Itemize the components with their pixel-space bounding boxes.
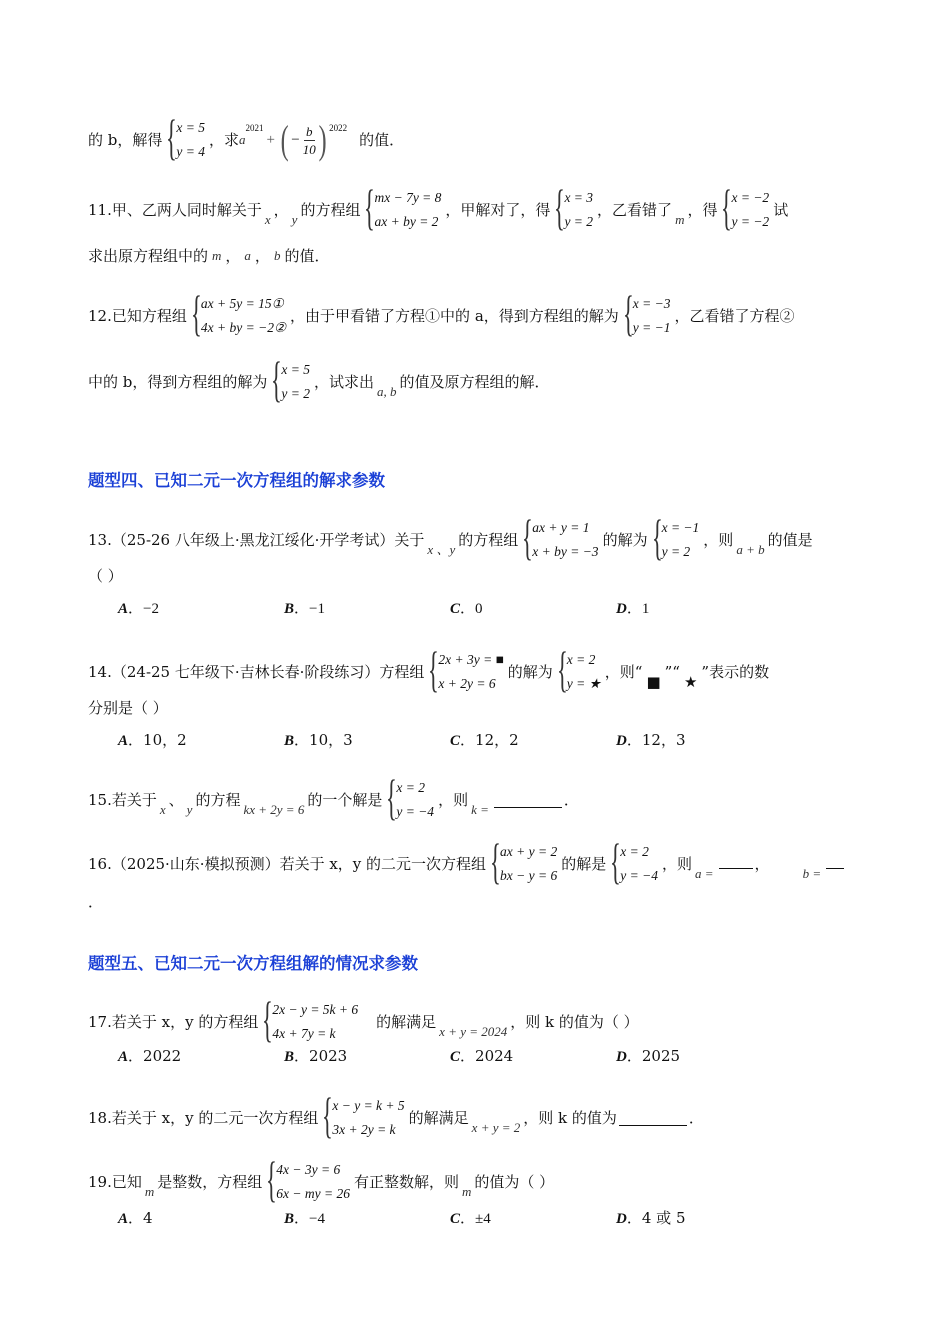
- q18-answer-blank[interactable]: [619, 1111, 687, 1126]
- q11-s3: x = −2: [731, 190, 770, 205]
- q13-opt-d-letter: D: [616, 601, 627, 617]
- q11-sol-a: { x = 3 y = 2: [554, 179, 594, 235]
- q16-end: ．: [88, 893, 104, 911]
- q14-opt-a-value: 10，2: [143, 731, 187, 749]
- q17-text3: ，则 k 的值为（ ）: [510, 1013, 639, 1031]
- q11-sep: ，: [273, 201, 289, 219]
- q14-text3: ”“: [664, 663, 680, 681]
- q11-sol-b: { x = −2 y = −2: [721, 179, 770, 235]
- q13-option-a[interactable]: A．−2: [118, 599, 159, 617]
- q15-text1: 若关于: [111, 791, 157, 809]
- q16-eq2: bx − y = 6: [500, 868, 558, 883]
- q15-text2: 的方程: [195, 791, 241, 809]
- q16-solution: { x = 2 y = −4: [610, 833, 658, 889]
- q10-minus: −: [291, 132, 300, 148]
- q13-opt-a-value: −2: [143, 601, 159, 617]
- q12-line1: [88, 285, 870, 341]
- q15-s2: y = −4: [396, 804, 435, 819]
- q13-option-b[interactable]: B．−1: [284, 599, 325, 617]
- q12-vars: a, b: [377, 384, 397, 399]
- q16-eq1: ax + y = 2: [500, 844, 558, 859]
- q10-fraction: [303, 123, 316, 158]
- q10-solution-system: { x = 5 y = 4: [166, 109, 205, 165]
- q10-sol-x: x = 5: [176, 120, 205, 135]
- q11-comma2: ，: [254, 247, 270, 265]
- q19-opt-d-letter: D: [616, 1211, 627, 1227]
- q14-opt-d-value: 12，3: [641, 731, 686, 749]
- q10-text-mid: ，求: [208, 131, 239, 149]
- q12-system: { ax + 5y = 15① 4x + by = −2②: [190, 285, 287, 341]
- q14-number: 14.: [88, 663, 112, 681]
- q11-s4: y = −2: [731, 214, 770, 229]
- star-icon: ★: [683, 673, 698, 691]
- q11-var-b: b: [273, 248, 281, 263]
- q14-solution: { x = 2 y = ★: [556, 641, 601, 697]
- q12-eq2: 4x + by = −2②: [200, 320, 287, 335]
- q17-eq1: 2x − y = 5k + 6: [272, 1002, 359, 1017]
- q15-solution: { x = 2 y = −4: [386, 769, 435, 825]
- q10-text: 的 b，解得: [88, 131, 163, 149]
- q19-opt-a-value: 4: [143, 1209, 153, 1227]
- q11-var-m2: m: [212, 248, 222, 263]
- section-title-5: 题型五、已知二元一次方程组解的情况求参数: [88, 954, 418, 973]
- q17-number: 17.: [88, 1013, 112, 1031]
- q17-option-d[interactable]: D．2025: [616, 1047, 681, 1065]
- q19-eq2: 6x − my = 26: [276, 1186, 350, 1201]
- q11-text4: ，乙看错了: [597, 201, 673, 219]
- q14-opt-c-value: 12，2: [475, 731, 519, 749]
- q18-eq1: x − y = k + 5: [332, 1098, 405, 1113]
- q11-var-a: a: [244, 248, 251, 263]
- q16-number: 16.: [88, 855, 112, 873]
- q14-line1: [88, 641, 870, 697]
- q13-line1: [88, 509, 870, 565]
- q14-line2-text: 分别是（ ）: [88, 699, 168, 717]
- q11-text: 甲、乙两人同时解关于: [111, 201, 262, 219]
- q12-s1: x = −3: [632, 296, 671, 311]
- q14-opt-a-letter: A: [118, 733, 129, 749]
- q12-text6: 的值及原方程组的解．: [399, 373, 550, 391]
- q18-system: { x − y = k + 5 3x + 2y = k: [322, 1087, 405, 1143]
- q13-opt-c-letter: C: [450, 601, 461, 617]
- q19-opt-b-letter: B: [284, 1211, 295, 1227]
- q11-var-x: x: [264, 212, 271, 227]
- square-icon: ■: [646, 673, 661, 691]
- q11-s2: y = 2: [564, 214, 594, 229]
- q19-opt-b-value: −4: [309, 1211, 325, 1227]
- q12-text4: 中的 b，得到方程组的解为: [88, 373, 268, 391]
- q18-text1: 若关于 x，y 的二元一次方程组: [111, 1109, 319, 1127]
- q15-var-y: y: [186, 802, 193, 817]
- q14-option-d[interactable]: D．12，3: [616, 731, 686, 749]
- q11-eq1: mx − 7y = 8: [374, 190, 442, 205]
- q14-options: [118, 730, 870, 751]
- q19-option-a[interactable]: A．4: [118, 1209, 153, 1227]
- q14-text1: 的解为: [507, 663, 553, 681]
- q11-comma1: ，: [225, 247, 241, 265]
- q13-option-c[interactable]: C．0: [450, 599, 483, 617]
- q13-opt-b-value: −1: [309, 601, 325, 617]
- q13-expr: a + b: [736, 542, 765, 557]
- q17-text2: 的解满足: [376, 1013, 437, 1031]
- q19-eq1: 4x − 3y = 6: [276, 1162, 341, 1177]
- q18-condition: x + y = 2: [471, 1120, 521, 1135]
- q15-s1: x = 2: [396, 780, 425, 795]
- q13-options: [118, 598, 870, 619]
- q10-sol-y: y = 4: [176, 144, 205, 159]
- q15-sep: 、: [168, 791, 184, 809]
- q19-text3: 有正整数解，则: [353, 1173, 459, 1191]
- q16-end-line: [88, 892, 870, 912]
- q18-number: 18.: [88, 1109, 112, 1127]
- q16-line: [88, 833, 870, 889]
- q13-s2: y = 2: [661, 544, 691, 559]
- q17-opt-c-letter: C: [450, 1049, 461, 1065]
- q11-text3: ，甲解对了，得: [445, 201, 551, 219]
- q12-text3: ，乙看错了方程②: [674, 307, 795, 325]
- q16-system: { ax + y = 2 bx − y = 6: [490, 833, 558, 889]
- q17-option-b[interactable]: B．2023: [284, 1047, 348, 1065]
- q12-line2: [88, 351, 870, 407]
- q12-eq1: ax + 5y = 15①: [200, 296, 284, 311]
- q17-opt-c-value: 2024: [475, 1047, 514, 1065]
- q10-frac-den: 10: [302, 141, 316, 157]
- q19-number: 19.: [88, 1173, 112, 1191]
- q14-s2: y = ★: [566, 676, 601, 691]
- q17-opt-d-value: 2025: [641, 1047, 681, 1065]
- q13-option-d[interactable]: D．1: [616, 599, 650, 617]
- q19-option-d[interactable]: D．4 或 5: [616, 1209, 686, 1227]
- q16-s2: y = −4: [620, 868, 658, 883]
- q13-text3: ，则: [703, 531, 734, 549]
- q14-opt-d-letter: D: [616, 733, 627, 749]
- q13-text4: 的值是: [767, 531, 813, 549]
- q19-opt-c-value: ±4: [475, 1211, 491, 1227]
- q12-sol-a: { x = −3 y = −1: [622, 285, 671, 341]
- q11-line1: [88, 179, 870, 235]
- q16-text2: ，则: [662, 855, 693, 873]
- q14-opt-b-letter: B: [284, 733, 295, 749]
- q19-opt-d-value: 4 或 5: [641, 1209, 686, 1227]
- q17-opt-b-letter: B: [284, 1049, 295, 1065]
- q10-base: a: [239, 132, 246, 147]
- q10-frac-num: b: [306, 123, 313, 139]
- q13-opt-b-letter: B: [284, 601, 295, 617]
- q16-answer-blank-b[interactable]: [826, 854, 844, 869]
- q13-source: （25-26 八年级上·黑龙江绥化·开学考试）关于: [111, 531, 425, 549]
- q15-answer-blank[interactable]: [494, 793, 562, 808]
- q19-opt-a-letter: A: [118, 1211, 129, 1227]
- q16-text1: 的解是: [561, 855, 607, 873]
- q13-opt-c-value: 0: [475, 601, 483, 617]
- q15-number: 15.: [88, 791, 112, 809]
- q19-var-m2: m: [462, 1184, 472, 1199]
- q14-eq2: x + 2y = 6: [438, 676, 496, 691]
- q10-suffix: 的值．: [359, 131, 405, 149]
- q14-system: { 2x + 3y = ■ x + 2y = 6: [428, 641, 504, 697]
- q19-options: [118, 1208, 870, 1229]
- q12-text1: 已知方程组: [111, 307, 187, 325]
- q12-s3: x = 5: [281, 362, 310, 377]
- q17-option-a[interactable]: A．2022: [118, 1047, 182, 1065]
- q13-system: { ax + y = 1 x + by = −3: [522, 509, 599, 565]
- q16-answer-blank-a[interactable]: [719, 854, 753, 869]
- q19-var-m: m: [144, 1184, 155, 1199]
- q14-line2: [88, 698, 870, 718]
- q12-sol-b: { x = 5 y = 2: [271, 351, 310, 407]
- q12-text2: ，由于甲看错了方程①中的 a，得到方程组的解为: [290, 307, 619, 325]
- q10-plus: +: [266, 132, 275, 148]
- q13-vars: x 、y: [427, 542, 456, 557]
- q19-line: [88, 1151, 870, 1207]
- q13-solution: { x = −1 y = 2: [651, 509, 700, 565]
- q17-options: [118, 1046, 870, 1067]
- q15-k: k =: [471, 802, 489, 817]
- q11-text5: ，得: [687, 201, 718, 219]
- q19-text1: 已知: [111, 1173, 142, 1191]
- q13-s1: x = −1: [661, 520, 700, 535]
- q14-option-c[interactable]: C．12，2: [450, 731, 519, 749]
- q17-opt-d-letter: D: [616, 1049, 627, 1065]
- q15-line: [88, 769, 870, 825]
- q19-option-c[interactable]: C．±4: [450, 1209, 491, 1227]
- q13-opt-d-value: 1: [641, 601, 650, 617]
- q15-text4: ，则: [438, 791, 469, 809]
- q16-s1: x = 2: [620, 844, 649, 859]
- q14-text4: ”表示的数: [701, 663, 770, 681]
- q17-text1: 若关于 x，y 的方程组: [111, 1013, 259, 1031]
- q17-opt-b-value: 2023: [309, 1047, 348, 1065]
- q11-line2-text: 求出原方程组中的: [88, 247, 209, 265]
- q17-eq2: 4x + 7y = k: [272, 1026, 336, 1041]
- q17-line: [88, 991, 870, 1047]
- q11-text6: 试: [773, 201, 789, 219]
- q18-eq2: 3x + 2y = k: [332, 1122, 396, 1137]
- q13-eq1: ax + y = 1: [532, 520, 590, 535]
- q17-opt-a-letter: A: [118, 1049, 129, 1065]
- section-title-4: 题型四、已知二元一次方程组的解求参数: [88, 471, 385, 490]
- q12-s2: y = −1: [632, 320, 671, 335]
- q14-s1: x = 2: [566, 652, 596, 667]
- q17-opt-a-value: 2022: [143, 1047, 182, 1065]
- q17-condition: x + y = 2024: [439, 1024, 508, 1039]
- q15-text3: 的一个解是: [307, 791, 383, 809]
- q14-source: （24-25 七年级下·吉林长春·阶段练习）方程组: [111, 663, 425, 681]
- q11-s1: x = 3: [564, 190, 594, 205]
- q19-option-b[interactable]: B．−4: [284, 1209, 325, 1227]
- q13-paren: （ ）: [88, 567, 123, 585]
- q14-opt-c-letter: C: [450, 733, 461, 749]
- q12-text5: ，试求出: [313, 373, 374, 391]
- q14-text2: ，则“: [604, 663, 643, 681]
- q14-opt-b-value: 10，3: [309, 731, 353, 749]
- q13-opt-a-letter: A: [118, 601, 129, 617]
- q17-option-c[interactable]: C．2024: [450, 1047, 514, 1065]
- q13-text2: 的解为: [602, 531, 648, 549]
- q11-line2: [88, 246, 870, 266]
- q19-opt-c-letter: C: [450, 1211, 461, 1227]
- q11-eq2: ax + by = 2: [374, 214, 439, 229]
- q16-a: a =: [695, 866, 714, 881]
- q19-text4: 的值为（ ）: [474, 1173, 555, 1191]
- q18-end: ．: [688, 1109, 704, 1127]
- q19-system: { 4x − 3y = 6 6x − my = 26: [266, 1151, 350, 1207]
- q15-equation: kx + 2y = 6: [243, 802, 305, 817]
- q11-var-m: m: [675, 212, 685, 227]
- q13-paren-line: [88, 566, 870, 586]
- q19-text2: 是整数，方程组: [157, 1173, 263, 1191]
- q15-var-x: x: [159, 802, 166, 817]
- q14-eq1: 2x + 3y = ■: [438, 652, 504, 667]
- q15-end: ．: [563, 791, 579, 809]
- q12-s4: y = 2: [281, 386, 310, 401]
- q16-source: （2025·山东·模拟预测）若关于 x，y 的二元一次方程组: [111, 855, 487, 873]
- q13-eq2: x + by = −3: [532, 544, 599, 559]
- q11-number: 11.: [88, 201, 112, 219]
- q13-text1: 的方程组: [458, 531, 519, 549]
- q14-option-a[interactable]: A．10，2: [118, 731, 187, 749]
- q17-system: { 2x − y = 5k + 6 4x + 7y = k: [262, 991, 359, 1047]
- q10-exp1: 2021: [245, 123, 264, 133]
- q10-tail-line: 的 b，解得 { x = 5 y = 4 ，求 a 2021 + ( − $\frac{b}{10}$ ) 2022 的值．: [88, 109, 405, 165]
- q12-number: 12.: [88, 307, 112, 325]
- q14-option-b[interactable]: B．10，3: [284, 731, 353, 749]
- q16-sep: ，: [754, 855, 770, 873]
- q11-var-y: y: [291, 212, 298, 227]
- q18-text3: ，则 k 的值为: [523, 1109, 617, 1127]
- q16-b: b =: [802, 866, 822, 881]
- q11-system: { mx − 7y = 8 ax + by = 2: [364, 179, 442, 235]
- q13-number: 13.: [88, 531, 112, 549]
- q11-text7: 的值．: [284, 247, 330, 265]
- q11-text2: 的方程组: [300, 201, 361, 219]
- q10-exp2: 2022: [329, 123, 348, 133]
- q18-text2: 的解满足: [408, 1109, 469, 1127]
- q18-line: [88, 1087, 870, 1143]
